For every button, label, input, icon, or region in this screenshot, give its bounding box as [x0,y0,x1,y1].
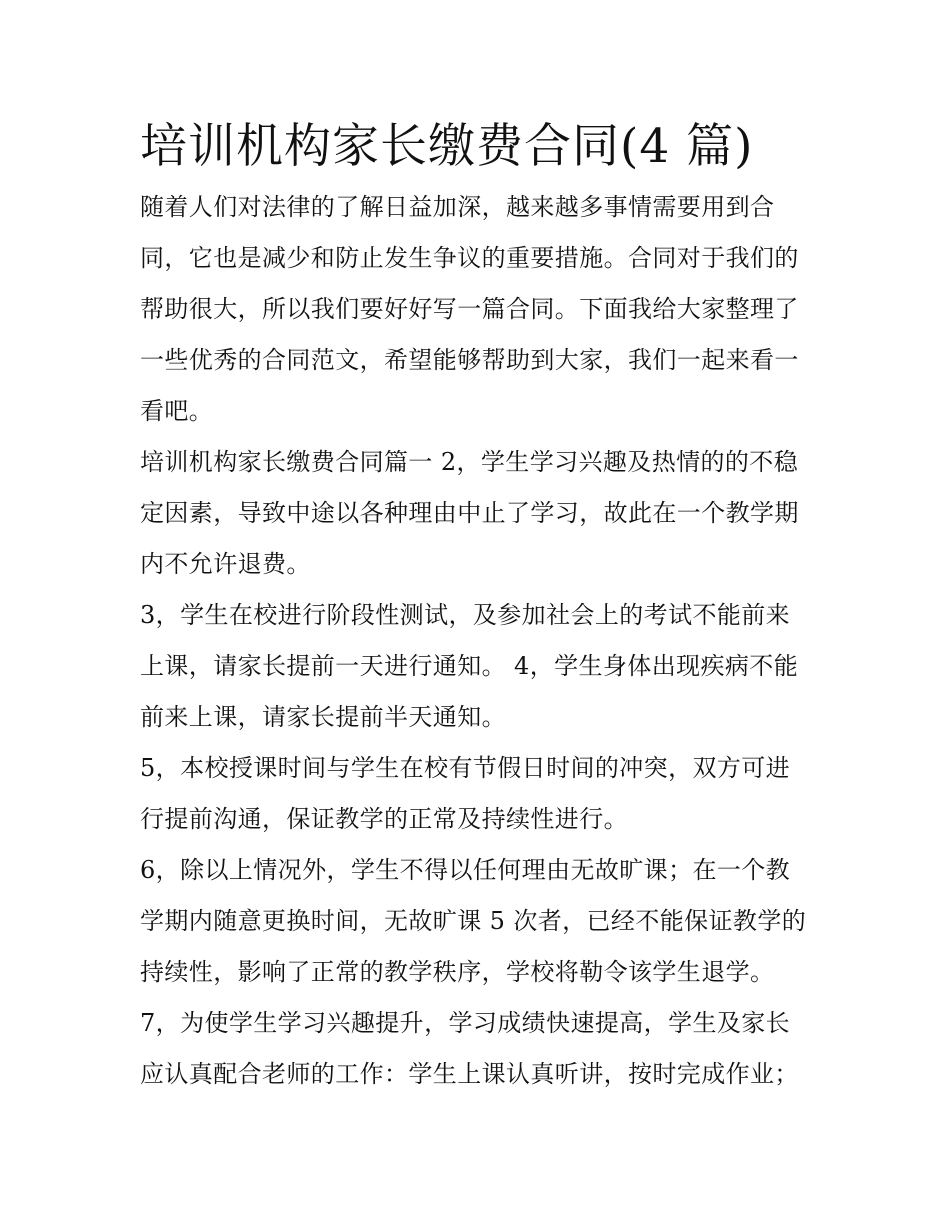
paragraph-line: 3，学生在校进行阶段性测试，及参加社会上的考试不能前来 [140,601,791,629]
paragraph-line: 培训机构家长缴费合同篇一 2，学生学习兴趣及热情的的不稳 [140,448,799,476]
paragraph-intro [140,182,820,437]
paragraph-line: 学期内随意更换时间，无故旷课 5 次者，已经不能保证教学的 [140,907,807,935]
paragraph-line: 7，为使学生学习兴趣提升，学习成绩快速提高，学生及家长 [140,1009,791,1037]
paragraph-clause-3-4 [140,590,820,743]
paragraph-clause-2 [140,437,820,590]
paragraph-clause-5 [140,743,820,845]
paragraph-line: 应认真配合老师的工作：学生上课认真听讲，按时完成作业； [140,1060,799,1088]
paragraph-line: 行提前沟通，保证教学的正常及持续性进行。 [140,805,628,833]
paragraph-line: 同，它也是减少和防止发生争议的重要措施。合同对于我们的 [140,244,799,272]
document-body [140,112,820,1100]
paragraph-line: 看吧。 [140,397,214,425]
paragraph-line: 随着人们对法律的了解日益加深，越来越多事情需要用到合 [140,193,775,221]
paragraph-clause-6 [140,845,820,998]
paragraph-line: 上课，请家长提前一天进行通知。 4，学生身体出现疾病不能 [140,652,799,680]
paragraph-line: 前来上课，请家长提前半天通知。 [140,703,506,731]
paragraph-clause-7 [140,998,820,1100]
paragraph-line: 持续性，影响了正常的教学秩序，学校将勒令该学生退学。 [140,958,775,986]
document-title: 培训机构家长缴费合同(4 篇) [140,119,754,174]
paragraph-line: 帮助很大，所以我们要好好写一篇合同。下面我给大家整理了 [140,295,799,323]
paragraph-line: 内不允许退费。 [140,550,311,578]
paragraph-line: 一些优秀的合同范文，希望能够帮助到大家，我们一起来看一 [140,346,799,374]
paragraph-line: 5，本校授课时间与学生在校有节假日时间的冲突，双方可进 [140,754,791,782]
paragraph-line: 定因素，导致中途以各种理由中止了学习，故此在一个教学期 [140,499,799,527]
paragraph-line: 6，除以上情况外，学生不得以任何理由无故旷课；在一个教 [140,856,791,884]
